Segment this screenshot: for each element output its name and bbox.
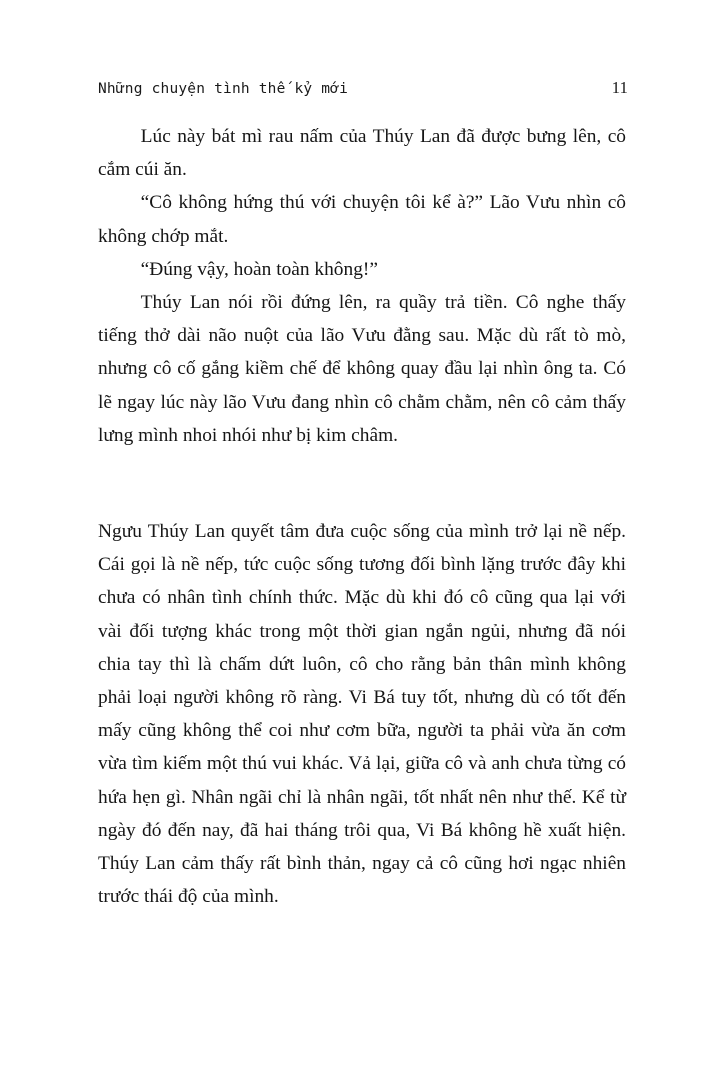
paragraph: Ngưu Thúy Lan quyết tâm đưa cuộc sống của mình trở lại nề nếp. Cái gọi là nề nếp, tức cuộc sống tương đối bình lặng trước đây khi chưa có nhân tình chính thức. Mặc dù khi đó cô cũng qua lại với vài đối tượng khác trong một thời gian ngắn ngủi, nhưng đã nói chia tay thì là chấm dứt luôn, cô cho rằng bản thân mình không phải loại người không rõ ràng. Vi Bá tuy tốt, nhưng dù có tốt đến mấy cũng không thể coi như cơm bữa, người ta phải vừa ăn cơm vừa tìm kiếm một thú vui khác. Vả lại, giữa cô và anh chưa từng có hứa hẹn gì. Nhân ngãi chỉ là nhân ngãi, tốt nhất nên như thế. Kể từ ngày đó đến nay, đã hai tháng trôi qua, Vi Bá không hề xuất hiện. Thúy Lan cảm thấy rất bình thản, ngay cả cô cũng hơi ngạc nhiên trước thái độ của mình.: [98, 521, 626, 908]
running-title: Những chuyện tình thế kỷ mới: [98, 81, 349, 97]
section-break: [98, 452, 626, 515]
paragraph: Lúc này bát mì rau nấm của Thúy Lan đã được bưng lên, cô cắm cúi ăn.: [98, 126, 626, 181]
paragraph: Thúy Lan nói rồi đứng lên, ra quầy trả tiền. Cô nghe thấy tiếng thở dài não nuột của lão Vưu đằng sau. Mặc dù rất tò mò, nhưng cô cố gắng kiềm chế để không quay đầu lại nhìn ông ta. Có lẽ ngay lúc này lão Vưu đang nhìn cô chằm chằm, nên cô cảm thấy lưng mình nhoi nhói như bị kim châm.: [98, 292, 626, 446]
page-header: [98, 78, 628, 98]
paragraph: “Cô không hứng thú với chuyện tôi kể à?” Lão Vưu nhìn cô không chớp mắt.: [98, 192, 626, 247]
page-number: 11: [611, 78, 628, 97]
body-text: [98, 120, 626, 913]
paragraph: “Đúng vậy, hoàn toàn không!”: [140, 258, 378, 280]
